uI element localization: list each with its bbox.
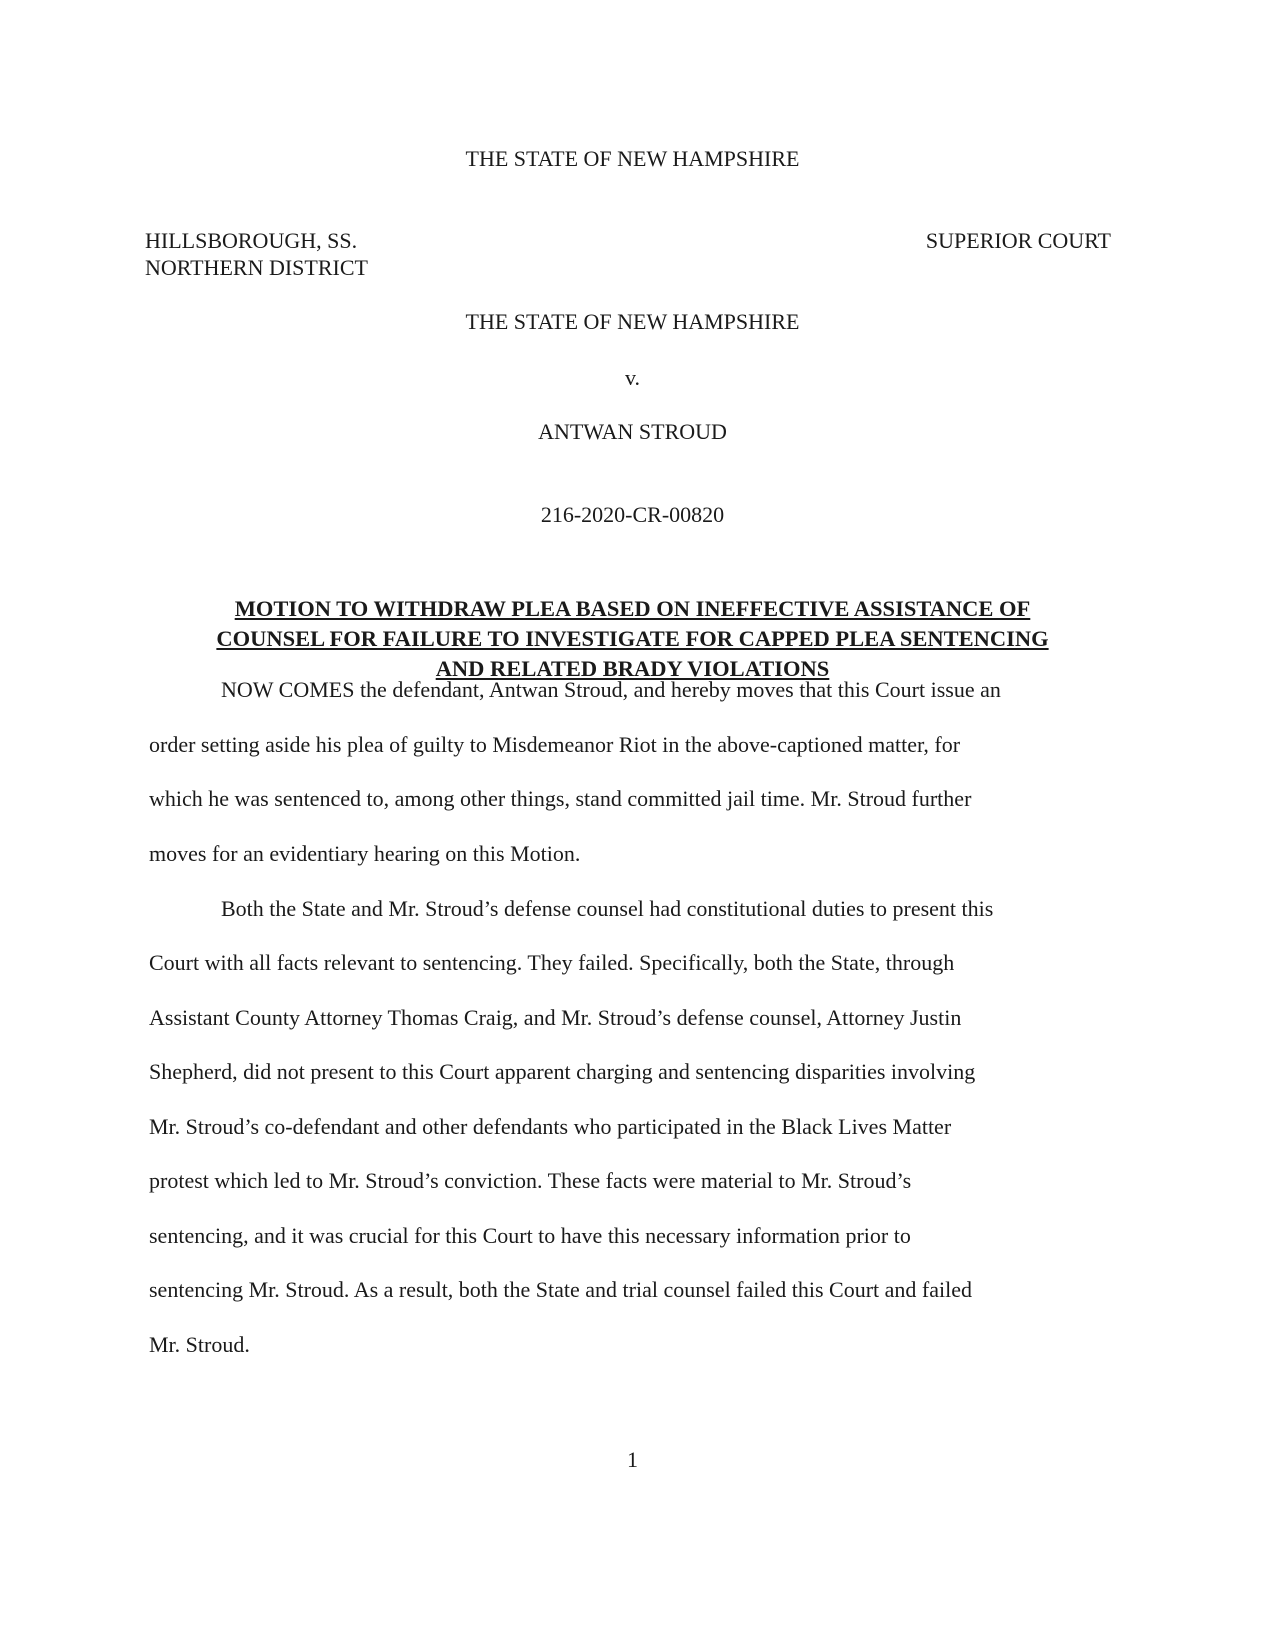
caption-plaintiff: THE STATE OF NEW HAMPSHIRE — [465, 309, 800, 334]
body-line: Both the State and Mr. Stroud’s defense counsel had constitutional duties to present this — [221, 896, 994, 921]
body-line: Shepherd, did not present to this Court apparent charging and sentencing disparities involving — [149, 1059, 976, 1084]
body-line: sentencing Mr. Stroud. As a result, both the State and trial counsel failed this Court and failed — [149, 1277, 973, 1302]
body-line: order setting aside his plea of guilty to Misdemeanor Riot in the above-captioned matter, for — [149, 732, 961, 757]
motion-title-line: COUNSEL FOR FAILURE TO INVESTIGATE FOR CAPPED PLEA SENTENCING — [216, 626, 1049, 651]
district-label: NORTHERN DISTRICT — [145, 255, 368, 280]
body-line: Mr. Stroud. — [149, 1332, 250, 1357]
body-line: Mr. Stroud’s co-defendant and other defendants who participated in the Black Lives Matter — [149, 1114, 952, 1139]
state-title: THE STATE OF NEW HAMPSHIRE — [465, 146, 800, 171]
body-line: moves for an evidentiary hearing on this Motion. — [149, 841, 581, 866]
motion-title-line: MOTION TO WITHDRAW PLEA BASED ON INEFFECTIVE ASSISTANCE OF — [234, 596, 1031, 621]
body-line: sentencing, and it was crucial for this Court to have this necessary information prior to — [149, 1223, 911, 1248]
court-label: SUPERIOR COURT — [925, 228, 1111, 253]
docket-number: 216-2020-CR-00820 — [540, 502, 725, 527]
motion-title-line: AND RELATED BRADY VIOLATIONS — [435, 656, 830, 681]
motion-title — [100, 594, 1165, 684]
caption-defendant: ANTWAN STROUD — [538, 419, 727, 444]
body-line: NOW COMES the defendant, Antwan Stroud, and hereby moves that this Court issue an — [221, 677, 1001, 702]
body-line: which he was sentenced to, among other things, stand committed jail time. Mr. Stroud further — [149, 786, 972, 811]
page-number: 1 — [627, 1447, 638, 1472]
body-line: Assistant County Attorney Thomas Craig, and Mr. Stroud’s defense counsel, Attorney Justin — [149, 1005, 962, 1030]
caption-versus: v. — [624, 365, 641, 390]
county-label: HILLSBOROUGH, SS. — [145, 228, 358, 253]
body-line: Court with all facts relevant to sentencing. They failed. Specifically, both the State, through — [149, 950, 955, 975]
body-line: protest which led to Mr. Stroud’s conviction. These facts were material to Mr. Stroud’s — [149, 1168, 912, 1193]
